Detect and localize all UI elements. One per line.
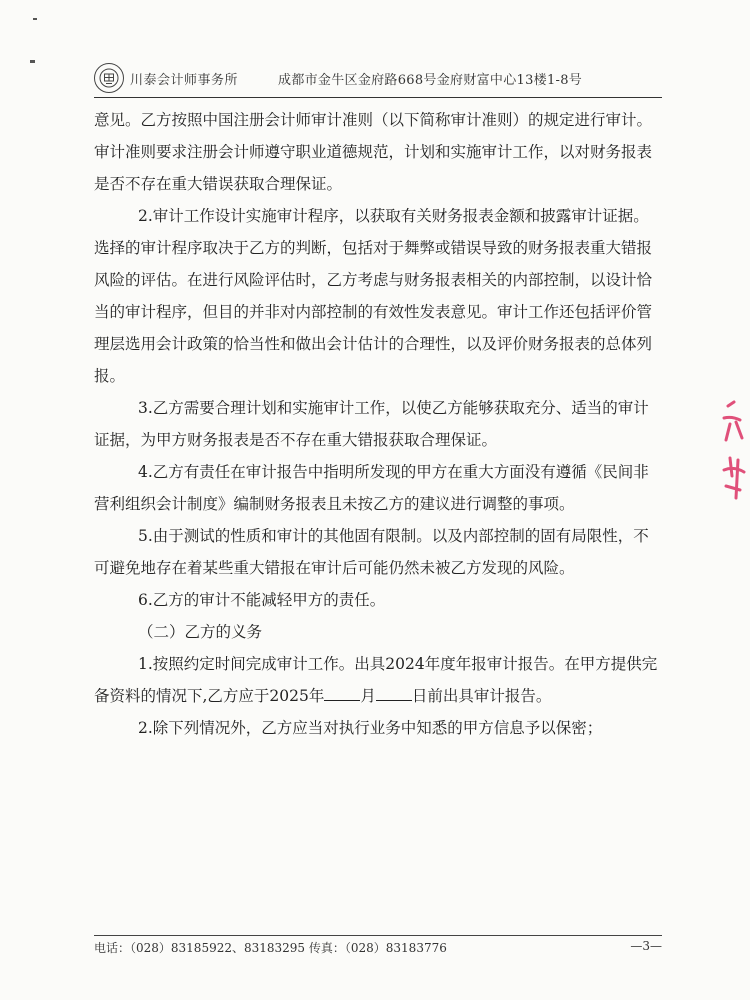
paragraph: 6.乙方的审计不能减轻甲方的责任。 (138, 591, 386, 609)
day-blank (376, 686, 412, 701)
footer-divider (94, 935, 662, 936)
paragraph: 意见。乙方按照中国注册会计师审计准则（以下简称审计准则）的规定进行审计。审计准则要求注册会计师遵守职业道德规范，计划和实施审计工作，以对财务报表是否不存在重大错误获取合理保证。 (94, 111, 653, 193)
paragraph: 2.除下列情况外，乙方应当对执行业务中知悉的甲方信息予以保密； (138, 719, 603, 737)
paragraph (94, 648, 662, 712)
item-1-text: 1.按照约定时间完成审计工作。出具2024年度年报审计报告。在甲方提供完备资料的情况下,乙方应于2025年 (94, 655, 658, 705)
contact-info: 电话：（028）83185922、83183295 传真：（028）83183776 (94, 941, 447, 955)
page-footer (94, 939, 662, 956)
section-heading: （二）乙方的义务 (138, 623, 263, 641)
paragraph: 4.乙方有责任在审计报告中指明所发现的甲方在重大方面没有遵循《民间非营利组织会计制度》编制财务报表且未按乙方的建议进行调整的事项。 (94, 463, 649, 513)
red-seal-stamp (720, 400, 750, 510)
firm-logo-icon (94, 63, 124, 93)
firm-name: 川泰会计师事务所 (130, 72, 239, 88)
scan-mark (30, 60, 35, 63)
day-label: 日前出具审计报告。 (411, 687, 552, 705)
scan-mark (33, 18, 37, 20)
firm-address: 成都市金牛区金府路668号金府财富中心13楼1-8号 (278, 72, 583, 88)
month-blank (324, 686, 360, 701)
page-number: —3— (630, 939, 662, 953)
header-divider (94, 97, 662, 98)
letterhead (94, 60, 662, 96)
document-body (94, 104, 662, 744)
paragraph: 2.审计工作设计实施审计程序，以获取有关财务报表金额和披露审计证据。选择的审计程序取决于乙方的判断，包括对于舞弊或错误导致的财务报表重大错报风险的评估。在进行风险评估时，乙方考虑与财务报表相关的内部控制，以设计恰当的审计程序，但目的并非对内部控制的有效性发表意见。审计工作还包括评价管理层选用会计政策的恰当性和做出会计估计的合理性，以及评价财务报表的总体列报。 (94, 207, 653, 385)
paragraph: 3.乙方需要合理计划和实施审计工作，以使乙方能够获取充分、适当的审计证据，为甲方财务报表是否不存在重大错报获取合理保证。 (94, 399, 649, 449)
paragraph: 5.由于测试的性质和审计的其他固有限制。以及内部控制的固有局限性，不可避免地存在着某些重大错报在审计后可能仍然未被乙方发现的风险。 (94, 527, 649, 577)
month-label: 月 (360, 687, 376, 705)
